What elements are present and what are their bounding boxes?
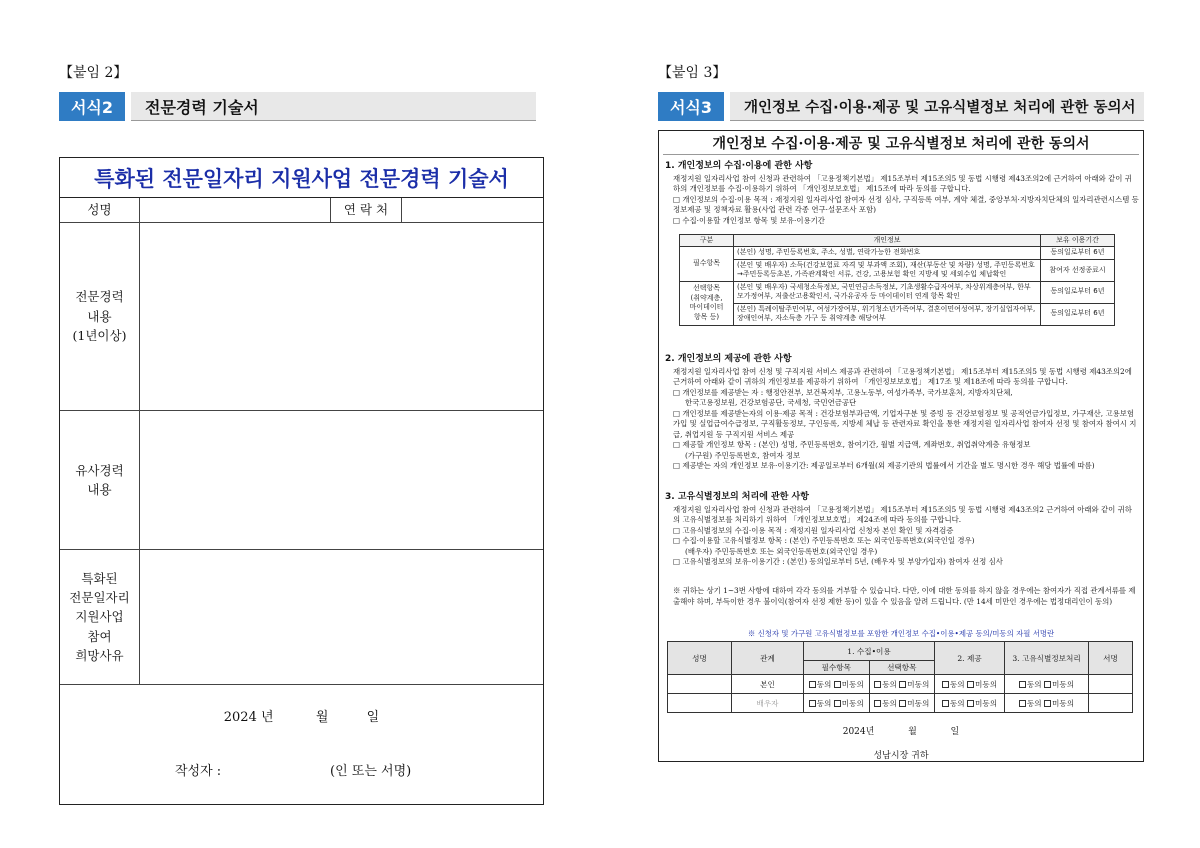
section-title-right: 개인정보 수집·이용·제공 및 고유식별정보 처리에 관한 동의서 <box>730 92 1144 121</box>
checks-required-self[interactable]: 동의 미동의 <box>804 675 870 694</box>
th-collect: 1. 수집•이용 <box>804 642 935 661</box>
career-row <box>60 223 543 411</box>
motive-label: 특화된 전문일자리 지원사업 참여 희망사유 <box>69 570 130 664</box>
cell-name-spouse[interactable] <box>668 694 732 713</box>
date-year: 2024 년 <box>223 710 274 725</box>
required-info-2: (본인 및 배우자) 소득(건강보험료 자격 및 부과액 조회), 재산(부동산 및 차량) 성명, 주민등록번호→주민등록등초본, 가족관계확인 서류, 건강, 고용보험 확인 지방세 및 세외수입 체납확인 <box>734 259 1041 281</box>
name-field[interactable] <box>140 198 330 222</box>
cell-sign-self[interactable] <box>1089 675 1133 694</box>
relation-spouse: 배우자 <box>732 694 804 713</box>
th-info: 개인정보 <box>734 235 1041 247</box>
attachment-label-right: 【붙임 3】 <box>658 65 727 81</box>
optional-label: 선택항목 (취약계층, 마이데이터 항목 등) <box>680 281 734 325</box>
th-type: 구분 <box>680 235 734 247</box>
section-2-recipients: □ 개인정보를 제공받는 자 : 행정안전부, 보건복지부, 고용노동부, 여성가족부, 국가보훈처, 지방자치단체, <box>673 387 1013 397</box>
section-2-intro: 재정지원 일자리사업 참여 신청 및 구직지원 서비스 제공과 관련하여 「고용정책기본법」 제15조부터 제15조의5 및 동법 시행령 제43조의2에 근거하여 아래와 같이 귀하의 개인정보를 제공하기 위하여 「개인정보보호법」 제17조 및 제18조에 따라 동의를 구합니다. <box>673 366 1132 387</box>
th-required: 필수항목 <box>804 661 870 675</box>
relation-self: 본인 <box>732 675 804 694</box>
items-table <box>679 234 1115 326</box>
section-2-items: □ 제공할 개인정보 항목 : (본인) 성명, 주민등록번호, 참여기간, 월별 지급액, 계좌번호, 취업취약계층 유형정보 <box>673 440 1031 450</box>
section-header <box>59 92 536 121</box>
section-2-heading: 2. 개인정보의 제공에 관한 사항 <box>665 354 792 364</box>
section-3-purpose: □ 고유식별정보의 수집·이용 목적 : 재정지원 일자리사업 신청자 본인 확인 및 자격검증 <box>673 525 954 535</box>
section-3-items: □ 수집·이용할 고유식별정보 항목 : (본인) 주민등록번호 또는 외국인등록번호(외국인일 경우) <box>673 536 975 546</box>
th-period: 보유 이용기간 <box>1041 235 1115 247</box>
date-line-right <box>658 724 1144 737</box>
checks-provide-self[interactable]: 동의 미동의 <box>935 675 1005 694</box>
date-month-right: 월 <box>908 727 917 737</box>
contact-field[interactable] <box>402 198 544 222</box>
th-unique: 3. 고유식별정보처리 <box>1005 642 1089 675</box>
consent-table <box>667 641 1133 713</box>
date-day-right: 일 <box>950 727 960 737</box>
section-1-heading: 1. 개인정보의 수집·이용에 관한 사항 <box>665 161 813 171</box>
similar-career-field[interactable] <box>140 411 544 549</box>
signature-notice: ※ 신청자 및 가구원 고유식별정보를 포함한 개인정보 수집•이용•제공 동의/미동의 자필 서명란 <box>747 629 1055 638</box>
section-2-recipients-cont: 한국고용정보원, 건강보험공단, 국세청, 국민연금공단 <box>685 398 857 408</box>
checks-provide-spouse[interactable]: 동의 미동의 <box>935 694 1005 713</box>
th-relation: 관계 <box>732 642 804 675</box>
section-1-items: □ 수집·이용할 개인정보 항목 및 보유·이용기간 <box>673 215 825 225</box>
th-name: 성명 <box>668 642 732 675</box>
motive-row <box>60 550 543 685</box>
consent-row-self <box>668 675 1133 694</box>
section-3-period: □ 고유식별정보의 보유·이용기간 : (본인) 동의일로부터 5년, (배우자 및 부양가입자) 참여자 선정 심사 <box>673 557 1003 567</box>
date-day: 일 <box>366 710 380 725</box>
attachment-label: 【붙임 2】 <box>59 65 128 81</box>
name-label: 성명 <box>87 202 112 218</box>
refusal-note <box>665 586 1139 607</box>
section-3-intro: 재정지원 일자리사업 참여 신청과 관련하여 「고용정책기본법」 제15조부터 제15조의5 및 동법 시행령 제43조의2 근거하여 아래와 같이 귀하의 고유식별정보를 처리하기 위하여 「개인정보보호법」 제24조에 따라 동의를 구합니다. <box>673 504 1132 525</box>
checks-optional-self[interactable]: 동의 미동의 <box>869 675 935 694</box>
career-label: 전문경력 내용 (1년이상) <box>72 289 127 344</box>
section-tag-right: 서식3 <box>658 92 724 121</box>
required-period-1: 동의일로부터 6년 <box>1041 247 1115 259</box>
required-period-2: 참여자 선정종료시 <box>1041 259 1115 281</box>
date-line <box>60 706 543 725</box>
th-provide: 2. 제공 <box>935 642 1005 675</box>
contact-label: 연 락 처 <box>343 202 389 218</box>
section-1-intro: 재정지원 일자리사업 참여 신청과 관련하여 「고용정책기본법」 제15조부터 제15조의5 및 동법 시행령 제43조의2에 근거하여 아래와 같이 귀하의 개인정보를 수집·이용하기 위하여 「개인정보보호법」 제15조에 따라 동의를 구합니다. <box>673 173 1132 194</box>
date-year-right: 2024년 <box>842 727 875 737</box>
required-info-1: (본인) 성명, 주민등록번호, 주소, 성별, 연락가능한 전화번호 <box>734 247 1041 259</box>
section-3 <box>665 491 1139 568</box>
similar-career-label: 유사경력 내용 <box>75 462 124 497</box>
career-field[interactable] <box>140 223 544 410</box>
checks-unique-spouse[interactable]: 동의 미동의 <box>1005 694 1089 713</box>
cell-name-self[interactable] <box>668 675 732 694</box>
career-statement-form <box>59 157 544 805</box>
consent-row-spouse <box>668 694 1133 713</box>
checks-required-spouse[interactable]: 동의 미동의 <box>804 694 870 713</box>
optional-info-1: (본인 및 배우자) 국세청소득정보, 국민연금소득정보, 기초생활수급자여부, 차상위계층여부, 한부모가정여부, 저출산고용확인서, 국가유공자 등 마이데이터 연계 항목 확인 <box>734 281 1041 303</box>
section-2-purpose: □ 개인정보를 제공받는자의 이용·제공 목적 : 건강보험부과금액, 기업자구분 및 증빙 등 건강보험정보 및 공적연금가입정보, 가구재산, 고용보험가입 및 실업급여수급정보, 구직활동정보, 구인등록, 지방세 체납 등 관련자료 확인을 통한 재정지원 일자리사업 참여자 선정 및 참여자 참여시 지급, 취업지원 등 구직지원 서비스 제공 <box>673 408 1137 439</box>
section-2 <box>665 353 1139 472</box>
doc-title: 개인정보 수집·이용·제공 및 고유식별정보 처리에 관한 동의서 <box>663 131 1139 155</box>
section-1 <box>665 160 1139 226</box>
section-3-heading: 3. 고유식별정보의 처리에 관한 사항 <box>665 492 809 502</box>
optional-period-2: 동의일로부터 6년 <box>1041 303 1115 325</box>
date-month: 월 <box>315 710 329 725</box>
optional-info-2: (본인) 특례이탈주민여부, 여성가장여부, 위기청소년가족여부, 결혼이민여성여부, 장기실업자여부, 장애인여부, 자소득층 가구 등 취약계층 해당여부 <box>734 303 1041 325</box>
section-2-period: □ 제공받는 자의 개인정보 보유·이용기간: 제공일로부터 6개월(외 제공기관의 법률에서 기간을 별도 명시한 경우 해당 법률에 따름) <box>673 461 1095 471</box>
author-label: 작성자 : <box>175 764 222 779</box>
section-1-purpose: □ 개인정보의 수집·이용 목적 : 재정지원 일자리사업 참여자 선정 심사, 구직등록 여부, 계약 체결, 중앙부처·지방자치단체의 일자리관련시스템 등 정보제공 및 정책자료 활용(사업 관련 각종 연구·설문조사 포함) <box>673 194 1139 215</box>
sign-label: (인 또는 서명) <box>330 764 412 779</box>
section-title: 전문경력 기술서 <box>131 92 536 121</box>
refusal-note-text: ※ 귀하는 상기 1~3번 사항에 대하여 각각 동의를 거부할 수 있습니다. 다만, 이에 대한 동의를 하지 않을 경우에는 참여자가 직접 관계서류를 제출해야 하며, 부득이한 경우 불이익(참여자 선정 제한 등)이 있을 수 있음을 알려 드립니다. (만 14세 미만인 경우에는 법정대리인이 동의) <box>673 586 1136 606</box>
form-title: 특화된 전문일자리 지원사업 전문경력 기술서 <box>60 158 543 198</box>
similar-career-row <box>60 411 543 550</box>
th-optional: 선택항목 <box>869 661 935 675</box>
required-label: 필수항목 <box>680 247 734 281</box>
checks-unique-self[interactable]: 동의 미동의 <box>1005 675 1089 694</box>
section-tag: 서식2 <box>59 92 125 121</box>
th-sign: 서명 <box>1089 642 1133 675</box>
motive-field[interactable] <box>140 550 544 684</box>
name-row <box>60 198 543 223</box>
cell-sign-spouse[interactable] <box>1089 694 1133 713</box>
checks-optional-spouse[interactable]: 동의 미동의 <box>869 694 935 713</box>
addressee: 성남시장 귀하 <box>873 751 929 761</box>
optional-period-1: 동의일로부터 6년 <box>1041 281 1115 303</box>
section-2-items-cont: (가구원) 주민등록번호, 참여자 정보 <box>685 450 801 460</box>
section-header-right <box>658 92 1144 121</box>
section-3-items-cont: (배우자) 주민등록번호 또는 외국인등록번호(외국인일 경우) <box>685 546 878 556</box>
